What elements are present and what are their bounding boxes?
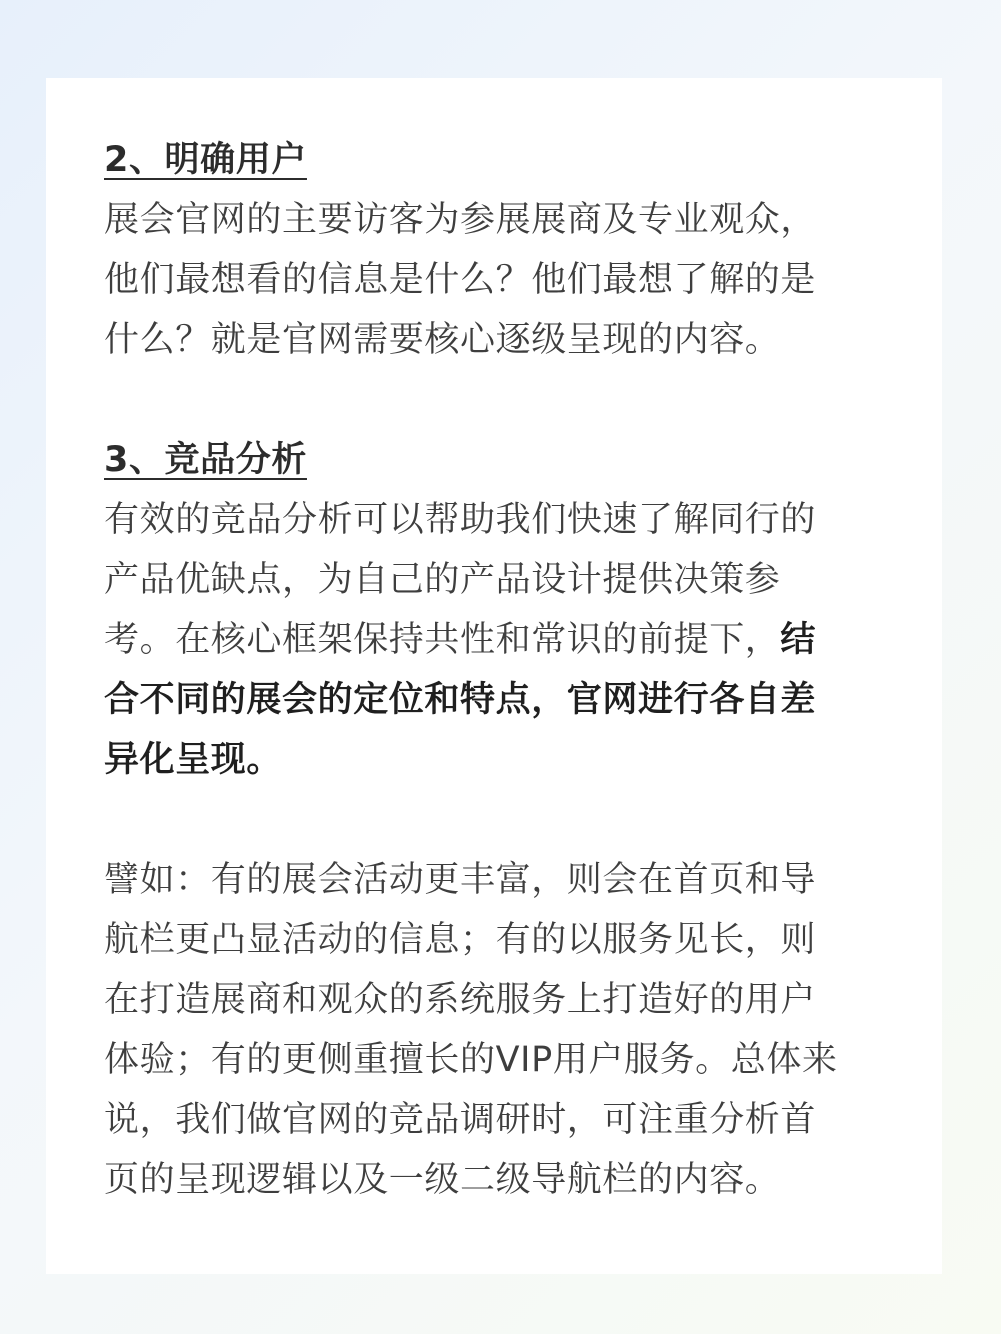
- emphasis-line: 合不同的展会的定位和特点，官网进行各自差: [104, 680, 817, 720]
- paragraph-line: 在打造展商和观众的系统服务上打造好的用户: [104, 980, 817, 1020]
- paragraph-line: 产品优缺点，为自己的产品设计提供决策参: [104, 560, 781, 600]
- content-card: [46, 78, 942, 1274]
- paragraph-line: 有效的竞品分析可以帮助我们快速了解同行的: [104, 500, 817, 540]
- paragraph-line: 说，我们做官网的竞品调研时，可注重分析首: [104, 1100, 817, 1140]
- emphasis-text: 结: [780, 620, 817, 660]
- paragraph-line: 展会官网的主要访客为参展展商及专业观众，: [104, 200, 817, 240]
- emphasis-line: 异化呈现。: [104, 740, 283, 780]
- paragraph-line: 页的呈现逻辑以及一级二级导航栏的内容。: [104, 1160, 781, 1200]
- article-body: [104, 130, 904, 1210]
- section-heading-competitor: 3、竞品分析: [104, 440, 307, 480]
- paragraph-spacer: [104, 790, 904, 850]
- paragraph-line: [104, 610, 904, 670]
- paragraph-line: 什么？就是官网需要核心逐级呈现的内容。: [104, 320, 781, 360]
- paragraph-line: 譬如：有的展会活动更丰富，则会在首页和导: [104, 860, 817, 900]
- paragraph-line: 航栏更凸显活动的信息；有的以服务见长，则: [104, 920, 817, 960]
- paragraph-spacer: [104, 370, 904, 430]
- paragraph-line: 体验；有的更侧重擅长的VIP用户服务。总体来: [104, 1040, 838, 1080]
- paragraph-text: 考。在核心框架保持共性和常识的前提下，: [104, 620, 781, 660]
- section-heading-user: 2、明确用户: [104, 140, 307, 180]
- paragraph-line: 他们最想看的信息是什么？他们最想了解的是: [104, 260, 817, 300]
